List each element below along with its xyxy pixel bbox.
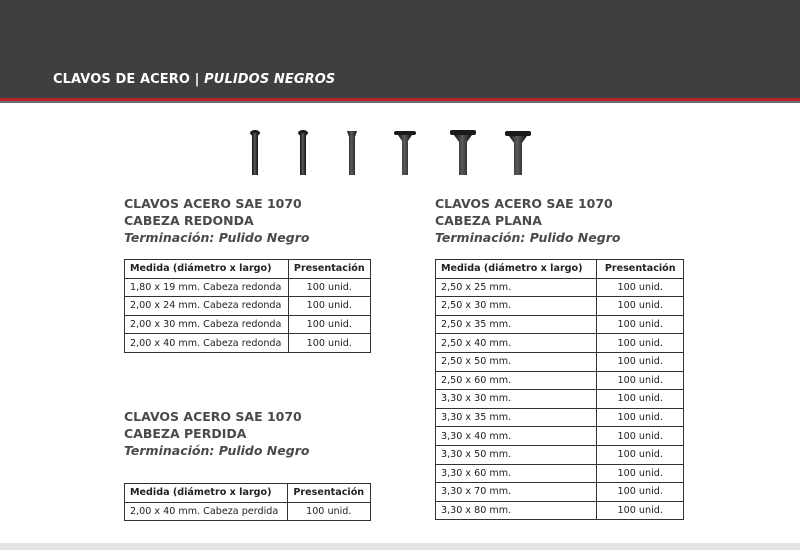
heading-terminacion: Terminación: Pulido Negro	[124, 230, 310, 245]
cell-medida: 2,50 x 35 mm.	[436, 315, 597, 334]
nail-round-head-2	[298, 130, 308, 175]
cell-presentacion: 100 unid.	[597, 278, 684, 297]
heading-line1: CLAVOS ACERO SAE 1070	[435, 196, 613, 211]
table-row	[125, 502, 371, 521]
cell-medida: 2,00 x 24 mm. Cabeza redonda	[125, 297, 289, 316]
nail-flat-head-1	[394, 131, 416, 175]
table-header-row	[125, 484, 371, 503]
cell-medida: 2,00 x 40 mm. Cabeza perdida	[125, 502, 288, 521]
table-row	[436, 278, 684, 297]
nail-round-head-1	[250, 130, 260, 175]
col-presentacion: Presentación	[288, 260, 370, 279]
cell-presentacion: 100 unid.	[597, 483, 684, 502]
title-subtitle: PULIDOS NEGROS	[204, 72, 336, 87]
nail-lost-head	[347, 131, 357, 175]
table-perdida	[124, 483, 371, 521]
cell-medida: 2,50 x 50 mm.	[436, 352, 597, 371]
footer-strip	[0, 543, 800, 550]
section-heading-perdida	[124, 408, 309, 459]
nail-flat-head-2	[450, 130, 476, 175]
table-row	[436, 390, 684, 409]
heading-line2: CABEZA PLANA	[435, 213, 542, 228]
cell-medida: 3,30 x 40 mm.	[436, 427, 597, 446]
cell-medida: 3,30 x 50 mm.	[436, 445, 597, 464]
table-row	[436, 427, 684, 446]
cell-medida: 3,30 x 80 mm.	[436, 501, 597, 520]
heading-line1: CLAVOS ACERO SAE 1070	[124, 409, 302, 424]
cell-presentacion: 100 unid.	[287, 502, 370, 521]
heading-line2: CABEZA PERDIDA	[124, 426, 247, 441]
cell-medida: 3,30 x 70 mm.	[436, 483, 597, 502]
heading-terminacion: Terminación: Pulido Negro	[124, 443, 310, 458]
heading-line2: CABEZA REDONDA	[124, 213, 254, 228]
title-main: CLAVOS DE ACERO	[53, 72, 191, 87]
cell-presentacion: 100 unid.	[597, 427, 684, 446]
col-medida: Medida (diámetro x largo)	[125, 260, 289, 279]
table-row	[436, 352, 684, 371]
cell-medida: 1,80 x 19 mm. Cabeza redonda	[125, 278, 289, 297]
col-medida: Medida (diámetro x largo)	[436, 260, 597, 279]
cell-presentacion: 100 unid.	[288, 334, 370, 353]
table-redonda	[124, 259, 371, 353]
table-row	[125, 278, 371, 297]
cell-presentacion: 100 unid.	[597, 371, 684, 390]
cell-presentacion: 100 unid.	[288, 315, 370, 334]
cell-medida: 3,30 x 30 mm.	[436, 390, 597, 409]
table-row	[436, 483, 684, 502]
table-row	[436, 371, 684, 390]
table-row	[436, 408, 684, 427]
table-header-row	[125, 260, 371, 279]
cell-presentacion: 100 unid.	[597, 334, 684, 353]
cell-presentacion: 100 unid.	[288, 278, 370, 297]
heading-line1: CLAVOS ACERO SAE 1070	[124, 196, 302, 211]
page-title	[53, 72, 335, 87]
cell-presentacion: 100 unid.	[597, 501, 684, 520]
cell-medida: 3,30 x 60 mm.	[436, 464, 597, 483]
cell-presentacion: 100 unid.	[597, 445, 684, 464]
table-row	[436, 297, 684, 316]
table-row	[436, 334, 684, 353]
cell-presentacion: 100 unid.	[597, 390, 684, 409]
section-heading-plana	[435, 195, 620, 246]
section-heading-redonda	[124, 195, 309, 246]
cell-medida: 2,50 x 40 mm.	[436, 334, 597, 353]
cell-medida: 2,50 x 25 mm.	[436, 278, 597, 297]
table-row	[125, 315, 371, 334]
table-row	[436, 315, 684, 334]
page-header	[0, 0, 800, 98]
col-medida: Medida (diámetro x largo)	[125, 484, 288, 503]
col-presentacion: Presentación	[597, 260, 684, 279]
cell-medida: 3,30 x 35 mm.	[436, 408, 597, 427]
cell-medida: 2,50 x 30 mm.	[436, 297, 597, 316]
table-row	[125, 297, 371, 316]
nails-image	[208, 129, 591, 176]
table-plana	[435, 259, 684, 520]
col-presentacion: Presentación	[287, 484, 370, 503]
table-row	[436, 445, 684, 464]
cell-presentacion: 100 unid.	[597, 297, 684, 316]
table-row	[436, 501, 684, 520]
table-row	[436, 464, 684, 483]
table-header-row	[436, 260, 684, 279]
title-separator: |	[194, 72, 200, 87]
heading-terminacion: Terminación: Pulido Negro	[435, 230, 621, 245]
cell-presentacion: 100 unid.	[597, 315, 684, 334]
cell-medida: 2,00 x 30 mm. Cabeza redonda	[125, 315, 289, 334]
cell-presentacion: 100 unid.	[288, 297, 370, 316]
table-row	[125, 334, 371, 353]
nail-flat-head-3	[505, 131, 531, 175]
cell-presentacion: 100 unid.	[597, 464, 684, 483]
cell-presentacion: 100 unid.	[597, 352, 684, 371]
cell-medida: 2,50 x 60 mm.	[436, 371, 597, 390]
cell-medida: 2,00 x 40 mm. Cabeza redonda	[125, 334, 289, 353]
cell-presentacion: 100 unid.	[597, 408, 684, 427]
